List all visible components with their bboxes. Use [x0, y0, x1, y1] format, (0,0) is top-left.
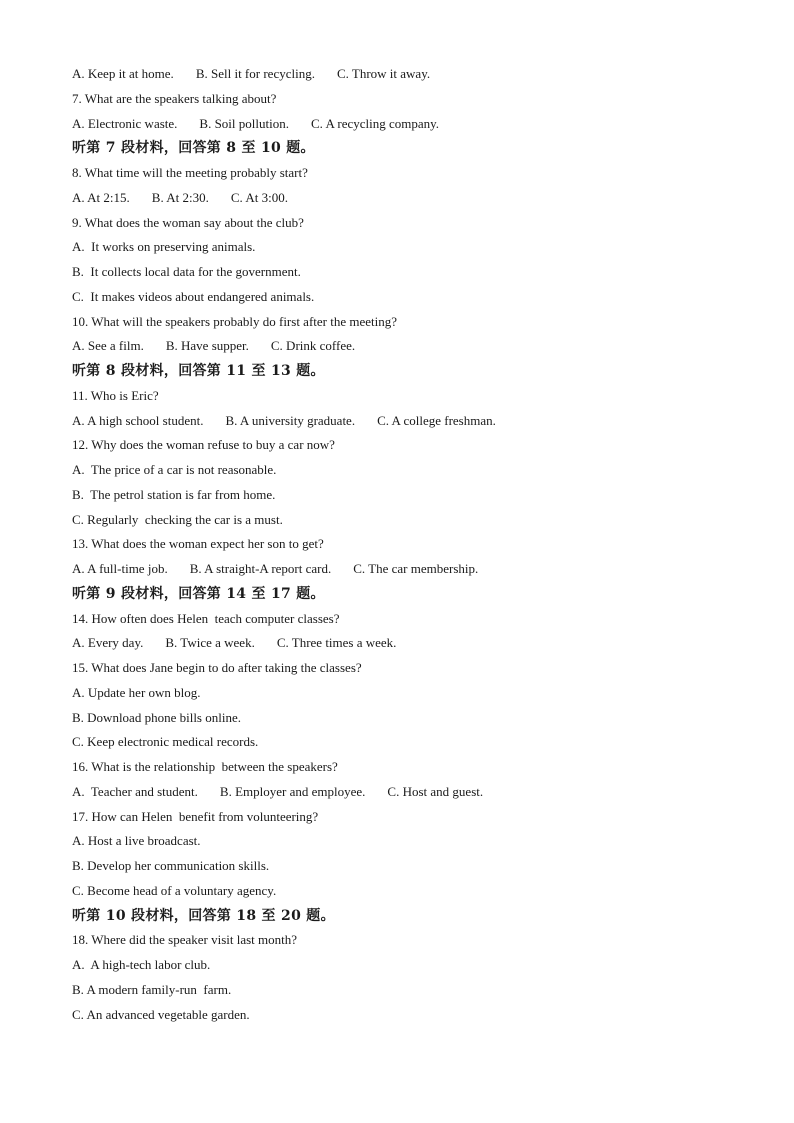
- option: B. The petrol station is far from home.: [72, 486, 276, 502]
- options-row: [72, 780, 732, 805]
- question: 17. How can Helen benefit from volunteering?: [72, 808, 319, 824]
- option: B. Have supper.: [165, 338, 249, 354]
- option: C. Three times a week.: [276, 635, 397, 651]
- option: C. Keep electronic medical records.: [72, 734, 259, 750]
- option: C. Become head of a voluntary agency.: [72, 882, 277, 898]
- option: A. Update her own blog.: [72, 684, 201, 700]
- option: A. A high-tech labor club.: [72, 957, 211, 972]
- question: 14. How often does Helen teach computer classes?: [72, 610, 340, 626]
- options-row: [72, 186, 732, 211]
- question: 8. What time will the meeting probably start?: [72, 165, 308, 180]
- option: B. A university graduate.: [225, 412, 356, 428]
- options-row: [72, 409, 732, 434]
- option: A. Every day.: [72, 635, 144, 651]
- option: B. Soil pollution.: [199, 115, 289, 131]
- option: B. A modern family-run farm.: [72, 981, 232, 997]
- option: A. At 2:15.: [72, 189, 130, 205]
- option: C. A college freshman.: [377, 412, 496, 428]
- question: 13. What does the woman expect her son to get?: [72, 536, 324, 552]
- options-row: [72, 631, 732, 656]
- option: C. It makes videos about endangered animals.: [72, 288, 315, 304]
- option: B. Download phone bills online.: [72, 709, 241, 725]
- question: 11. Who is Eric?: [72, 387, 159, 403]
- option: C. Regularly checking the car is a must.: [72, 511, 283, 527]
- question: 15. What does Jane begin to do after taking the classes?: [72, 660, 362, 675]
- option: A. A full-time job.: [72, 561, 168, 576]
- option: A. The price of a car is not reasonable.: [72, 462, 277, 477]
- option: B. At 2:30.: [151, 189, 209, 205]
- question: 10. What will the speakers probably do first after the meeting?: [72, 313, 398, 329]
- option: C. A recycling company.: [310, 115, 440, 131]
- option: C. Drink coffee.: [270, 338, 356, 354]
- options-row: [72, 557, 732, 582]
- option: A. Electronic waste.: [72, 115, 178, 131]
- option: C. Throw it away.: [336, 66, 431, 81]
- option: B. Employer and employee.: [219, 783, 366, 799]
- section-heading: 听第 8 段材料，回答第 11 至 13 题。: [72, 363, 325, 379]
- option: A. Keep it at home.: [72, 66, 174, 81]
- option: B. Twice a week.: [165, 635, 255, 651]
- option: B. Sell it for recycling.: [195, 66, 315, 81]
- question: 9. What does the woman say about the club?: [72, 214, 304, 230]
- option: A. Teacher and student.: [72, 783, 198, 799]
- section-heading: 听第 9 段材料，回答第 14 至 17 题。: [72, 585, 325, 602]
- question: 16. What is the relationship between the speakers?: [72, 759, 338, 774]
- option: C. The car membership.: [353, 561, 479, 576]
- question: 18. Where did the speaker visit last month?: [72, 932, 298, 948]
- option: A. See a film.: [72, 338, 144, 354]
- section-heading: 听第 7 段材料，回答第 8 至 10 题。: [72, 140, 315, 157]
- option: A. Host a live broadcast.: [72, 833, 201, 849]
- options-row: [72, 112, 732, 137]
- option: C. At 3:00.: [230, 189, 288, 205]
- option: B. A straight-A report card.: [189, 561, 332, 576]
- question: 12. Why does the woman refuse to buy a car now?: [72, 437, 335, 453]
- option: B. Develop her communication skills.: [72, 858, 270, 873]
- option: B. It collects local data for the government.: [72, 264, 301, 279]
- option: A. It works on preserving animals.: [72, 239, 256, 255]
- section-heading: 听第 10 段材料，回答第 18 至 20 题。: [72, 907, 335, 924]
- option: C. An advanced vegetable garden.: [72, 1006, 250, 1022]
- option: A. A high school student.: [72, 412, 204, 428]
- exam-page: [72, 62, 732, 1027]
- options-row: [72, 62, 732, 87]
- option: C. Host and guest.: [387, 783, 484, 799]
- options-row: [72, 334, 732, 359]
- question: 7. What are the speakers talking about?: [72, 90, 277, 106]
